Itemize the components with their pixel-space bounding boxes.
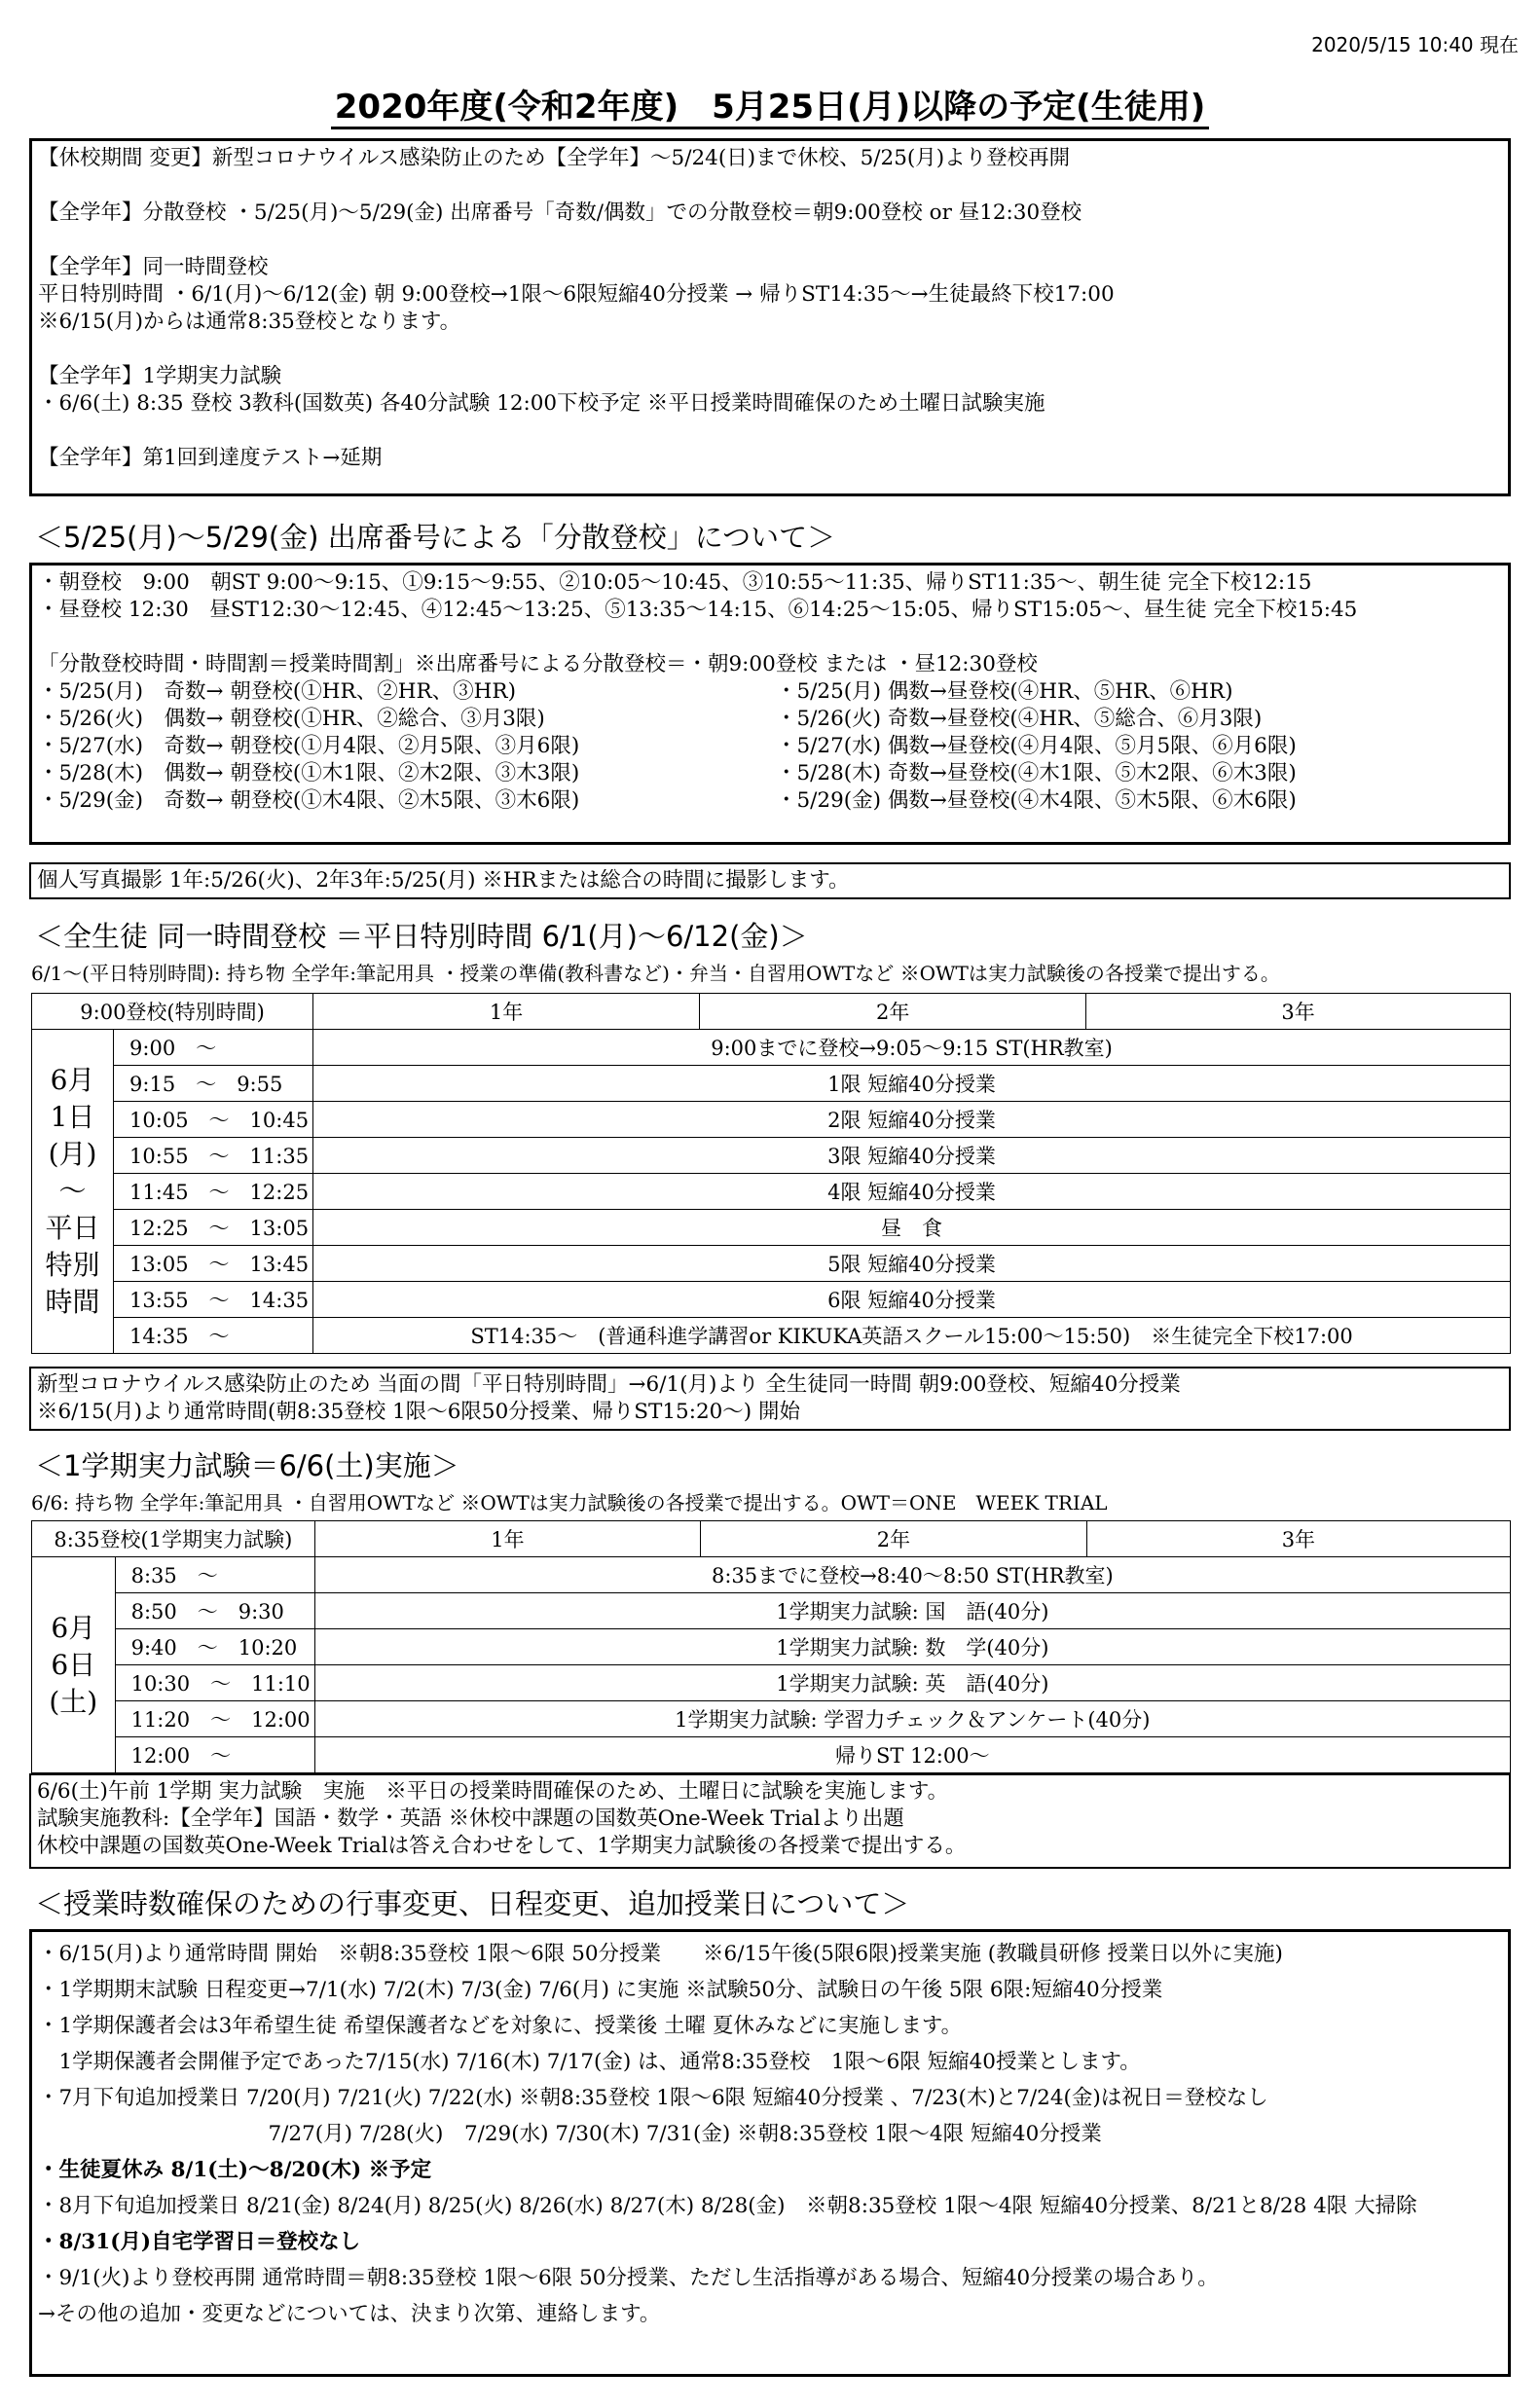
morning-schedule-item: ・5/29(金) 奇数→ 朝登校(①木4限、②木5限、③木6限) <box>38 788 580 813</box>
time-cell: 8:35 ～ <box>115 1557 314 1593</box>
table-header-row <box>32 1521 1511 1557</box>
schedule-change-line: ・7月下旬追加授業日 7/20(月) 7/21(火) 7/22(水) ※朝8:35登校 1限～6限 短縮40分授業 、7/23(木)と7/24(金)は祝日＝登校なし <box>38 2086 1268 2110</box>
notice-line: ※6/15(月)からは通常8:35登校となります。 <box>38 310 461 334</box>
time-cell: 9:15 ～ 9:55 <box>114 1066 313 1102</box>
afternoon-schedule-item: ・5/28(木) 奇数→昼登校(④木1限、⑤木2限、⑥木3限) <box>776 761 1297 785</box>
afternoon-schedule-item: ・5/25(月) 偶数→昼登校(④HR、⑤HR、⑥HR) <box>776 679 1233 704</box>
special-time-table <box>31 993 1511 1354</box>
table-row <box>32 1210 1511 1246</box>
time-cell: 12:00 ～ <box>115 1737 314 1773</box>
table-header-cell: 8:35登校(1学期実力試験) <box>32 1521 315 1557</box>
content-cell: ST14:35～ (普通科進学講習or KIKUKA英語スクール15:00～15:50) ※生徒完全下校17:00 <box>313 1318 1511 1354</box>
schedule-change-line: 1学期保護者会開催予定であった7/15(水) 7/16(木) 7/17(金) は、通常8:35登校 1限～6限 短縮40授業とします。 <box>38 2050 1141 2074</box>
schedule-change-line: 7/27(月) 7/28(火) 7/29(水) 7/30(木) 7/31(金) ※朝8:35登校 1限～4限 短縮40分授業 <box>38 2122 1102 2146</box>
content-cell: 6限 短縮40分授業 <box>313 1282 1511 1318</box>
section3-after-line: 休校中課題の国数英One-Week Trialは答え合わせをして、1学期実力試験後の各授業で提出する。 <box>37 1834 967 1858</box>
time-cell: 11:45 ～ 12:25 <box>114 1174 313 1210</box>
table-row <box>32 1246 1511 1282</box>
time-cell: 8:50 ～ 9:30 <box>115 1593 314 1629</box>
schedule-change-line: ・1学期期末試験 日程変更→7/1(水) 7/2(木) 7/3(金) 7/6(月) に実施 ※試験50分、試験日の午後 5限 6限:短縮40分授業 <box>38 1978 1163 2002</box>
schedule-change-line: ・6/15(月)より通常時間 開始 ※朝8:35登校 1限～6限 50分授業 ※6/15午後(5限6限)授業実施 (教職員研修 授業日以外に実施) <box>38 1942 1283 1966</box>
content-cell: 1学期実力試験: 学習力チェック＆アンケート(40分) <box>314 1701 1510 1737</box>
table-header-cell: 2年 <box>700 994 1086 1030</box>
table-header-row <box>32 994 1511 1030</box>
morning-schedule-item: ・5/26(火) 偶数→ 朝登校(①HR、②総合、③月3限) <box>38 707 545 731</box>
table-row <box>32 1629 1511 1665</box>
table-header-cell: 1年 <box>314 1521 701 1557</box>
section1-box <box>29 563 1511 845</box>
day-label-line: 時間 <box>45 1286 100 1318</box>
notice-line <box>32 418 1508 445</box>
timestamp: 2020/5/15 10:40 現在 <box>1311 33 1519 56</box>
content-cell: 1学期実力試験: 英 語(40分) <box>314 1665 1510 1701</box>
table-row <box>32 1282 1511 1318</box>
table-row <box>32 1557 1511 1593</box>
day-label <box>32 1030 114 1354</box>
day-label-line: 特別 <box>45 1249 100 1281</box>
time-cell: 11:20 ～ 12:00 <box>115 1701 314 1737</box>
schedule-change-line: ・8月下旬追加授業日 8/21(金) 8/24(月) 8/25(火) 8/26(水) 8/27(木) 8/28(金) ※朝8:35登校 1限～4限 短縮40分授業、8/21と8/28 4限 大掃除 <box>38 2194 1417 2218</box>
table-header-cell: 1年 <box>313 994 700 1030</box>
section2-after-box <box>29 1367 1511 1431</box>
day-label-line: 1日 <box>50 1101 95 1133</box>
notice-box <box>29 138 1511 496</box>
table-row <box>32 1102 1511 1138</box>
afternoon-schedule <box>770 678 1508 815</box>
section2-note: 6/1～(平日特別時間): 持ち物 全学年:筆記用具 ・授業の準備(教科書など)・弁当・自習用OWTなど ※OWTは実力試験後の各授業で提出する。 <box>31 962 1280 985</box>
content-cell: 1限 短縮40分授業 <box>313 1066 1511 1102</box>
schedule-change-line: ・8/31(月)自宅学習日＝登校なし <box>38 2230 361 2254</box>
day-label-line: 6月 <box>51 1611 96 1644</box>
table-row <box>32 1701 1511 1737</box>
table-row <box>32 1593 1511 1629</box>
day-label <box>32 1557 116 1773</box>
morning-schedule-item: ・5/27(水) 奇数→ 朝登校(①月4限、②月5限、③月6限) <box>38 734 580 758</box>
table-row <box>32 1174 1511 1210</box>
notice-line: 【全学年】第1回到達度テスト→延期 <box>38 446 383 470</box>
time-cell: 10:30 ～ 11:10 <box>115 1665 314 1701</box>
content-cell: 3限 短縮40分授業 <box>313 1138 1511 1174</box>
day-label-line: 6日 <box>51 1648 96 1681</box>
section4-box <box>29 1929 1511 2377</box>
time-cell: 10:55 ～ 11:35 <box>114 1138 313 1174</box>
table-header-cell: 3年 <box>1086 994 1511 1030</box>
time-cell: 13:05 ～ 13:45 <box>114 1246 313 1282</box>
notice-line <box>32 172 1508 200</box>
notice-line <box>32 336 1508 363</box>
table-row <box>32 1737 1511 1773</box>
notice-line: 平日特別時間 ・6/1(月)～6/12(金) 朝 9:00登校→1限～6限短縮40分授業 → 帰りST14:35～→生徒最終下校17:00 <box>38 282 1115 307</box>
notice-line: 【休校期間 変更】新型コロナウイルス感染防止のため【全学年】～5/24(日)まで休校、5/25(月)より登校再開 <box>38 146 1071 170</box>
day-label-line: ～ <box>58 1175 87 1207</box>
time-cell: 9:40 ～ 10:20 <box>115 1629 314 1665</box>
section3-after-box <box>29 1773 1511 1869</box>
afternoon-schedule-item: ・5/29(金) 偶数→昼登校(④木4限、⑤木5限、⑥木6限) <box>776 788 1297 813</box>
schedule-change-line: ・1学期保護者会は3年希望生徒 希望保護者などを対象に、授業後 土曜 夏休みなどに実施します。 <box>38 2014 963 2038</box>
day-label-line: 平日 <box>45 1212 100 1244</box>
content-cell: 昼 食 <box>313 1210 1511 1246</box>
content-cell: 8:35までに登校→8:40～8:50 ST(HR教室) <box>314 1557 1510 1593</box>
session-line: ・昼登校 12:30 昼ST12:30～12:45、④12:45～13:25、⑤13:35～14:15、⑥14:25～15:05、帰りST15:05～、昼生徒 完全下校15:45 <box>38 598 1358 622</box>
afternoon-schedule-item: ・5/26(火) 奇数→昼登校(④HR、⑤総合、⑥月3限) <box>776 707 1263 731</box>
notice-line: 【全学年】分散登校 ・5/25(月)～5/29(金) 出席番号「奇数/偶数」での分散登校＝朝9:00登校 or 昼12:30登校 <box>38 201 1082 225</box>
time-cell: 9:00 ～ <box>114 1030 313 1066</box>
table-header-cell: 3年 <box>1086 1521 1510 1557</box>
table-row <box>32 1318 1511 1354</box>
schedule-change-line: ・9/1(火)より登校再開 通常時間＝朝8:35登校 1限～6限 50分授業、ただし生活指導がある場合、短縮40分授業の場合あり。 <box>38 2266 1219 2290</box>
day-label-line: (土) <box>49 1685 98 1718</box>
notice-line: 【全学年】同一時間登校 <box>38 255 269 279</box>
table-row <box>32 1066 1511 1102</box>
notice-line <box>32 227 1508 254</box>
section3-note: 6/6: 持ち物 全学年:筆記用具 ・自習用OWTなど ※OWTは実力試験後の各授業で提出する。OWT＝ONE WEEK TRIAL <box>31 1491 1108 1514</box>
content-cell: 1学期実力試験: 数 学(40分) <box>314 1629 1510 1665</box>
time-cell: 14:35 ～ <box>114 1318 313 1354</box>
photo-note-box <box>29 862 1511 899</box>
section2-after-line: ※6/15(月)より通常時間(朝8:35登校 1限～6限50分授業、帰りST15:20～) 開始 <box>37 1400 801 1424</box>
section3-heading: ＜1学期実力試験＝6/6(土)実施＞ <box>35 1449 459 1482</box>
section3-after-line: 試験実施教科:【全学年】国語・数学・英語 ※休校中課題の国数英One-Week Trialより出題 <box>37 1806 904 1831</box>
section4-heading: ＜授業時数確保のための行事変更、日程変更、追加授業日について＞ <box>35 1887 910 1920</box>
time-cell: 13:55 ～ 14:35 <box>114 1282 313 1318</box>
morning-schedule <box>32 678 770 815</box>
table-header-cell: 2年 <box>701 1521 1087 1557</box>
content-cell: 2限 短縮40分授業 <box>313 1102 1511 1138</box>
notice-line: ・6/6(土) 8:35 登校 3教科(国数英) 各40分試験 12:00下校予定 ※平日授業時間確保のため土曜日試験実施 <box>38 391 1045 416</box>
photo-note: 個人写真撮影 1年:5/26(火)、2年3年:5/25(月) ※HRまたは総合の時間に撮影します。 <box>37 868 850 893</box>
schedule-change-line: ・生徒夏休み 8/1(土)～8/20(木) ※予定 <box>38 2158 432 2182</box>
section2-heading: ＜全生徒 同一時間登校 ＝平日特別時間 6/1(月)～6/12(金)＞ <box>35 920 808 953</box>
section2-after-line: 新型コロナウイルス感染防止のため 当面の間「平日特別時間」→6/1(月)より 全生徒同一時間 朝9:00登校、短縮40分授業 <box>37 1372 1181 1397</box>
content-cell: 1学期実力試験: 国 語(40分) <box>314 1593 1510 1629</box>
day-label-line: (月) <box>48 1138 97 1170</box>
table-header-cell: 9:00登校(特別時間) <box>32 994 313 1030</box>
content-cell: 9:00までに登校→9:05～9:15 ST(HR教室) <box>313 1030 1511 1066</box>
section3-after-line: 6/6(土)午前 1学期 実力試験 実施 ※平日の授業時間確保のため、土曜日に試験を実施します。 <box>37 1779 949 1804</box>
morning-schedule-item: ・5/25(月) 奇数→ 朝登校(①HR、②HR、③HR) <box>38 679 516 704</box>
page-title-text: 2020年度(令和2年度) 5月25日(月)以降の予定(生徒用) <box>331 88 1210 129</box>
content-cell: 4限 短縮40分授業 <box>313 1174 1511 1210</box>
section1-heading: ＜5/25(月)～5/29(金) 出席番号による「分散登校」について＞ <box>35 521 836 554</box>
content-cell: 5限 短縮40分授業 <box>313 1246 1511 1282</box>
schedule-title: 「分散登校時間・時間割＝授業時間割」※出席番号による分散登校＝・朝9:00登校 または ・昼12:30登校 <box>38 652 1038 676</box>
schedule-change-line: →その他の追加・変更などについては、決まり次第、連絡します。 <box>38 2302 661 2326</box>
content-cell: 帰りST 12:00～ <box>314 1737 1510 1773</box>
time-cell: 10:05 ～ 10:45 <box>114 1102 313 1138</box>
page-title <box>0 80 1540 128</box>
time-cell: 12:25 ～ 13:05 <box>114 1210 313 1246</box>
afternoon-schedule-item: ・5/27(水) 偶数→昼登校(④月4限、⑤月5限、⑥月6限) <box>776 734 1297 758</box>
morning-schedule-item: ・5/28(木) 偶数→ 朝登校(①木1限、②木2限、③木3限) <box>38 761 580 785</box>
table-row <box>32 1665 1511 1701</box>
table-row <box>32 1138 1511 1174</box>
session-line: ・朝登校 9:00 朝ST 9:00～9:15、①9:15～9:55、②10:05～10:45、③10:55～11:35、帰りST11:35～、朝生徒 完全下校12:15 <box>38 570 1312 595</box>
table-row <box>32 1030 1511 1066</box>
exam-table <box>31 1520 1511 1773</box>
notice-line: 【全学年】1学期実力試験 <box>38 364 282 388</box>
day-label-line: 6月 <box>50 1064 95 1096</box>
